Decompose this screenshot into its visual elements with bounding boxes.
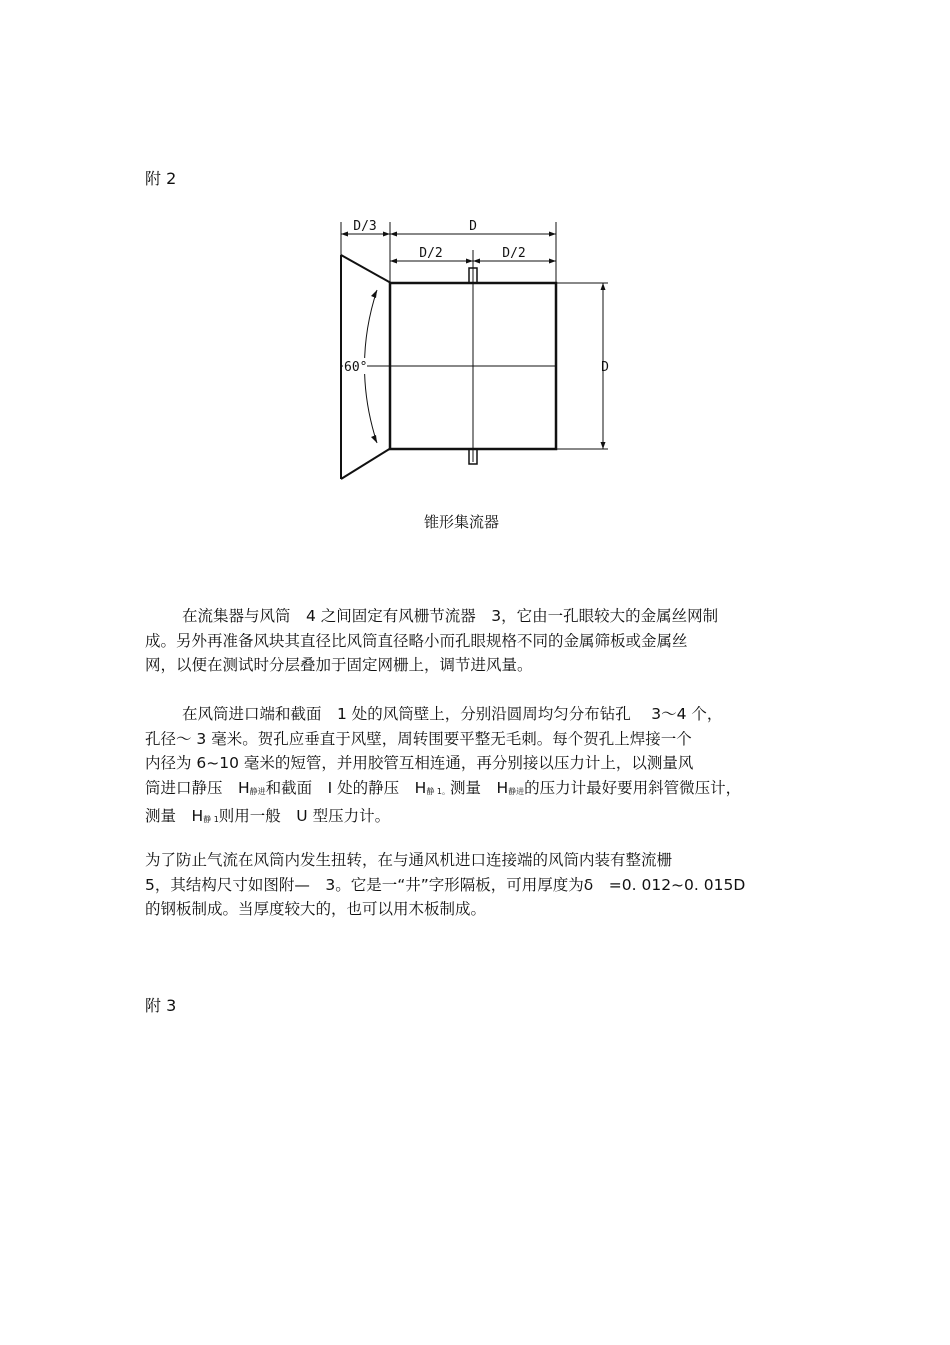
text-segment: 测量 H (145, 807, 204, 825)
arrowhead (473, 259, 480, 264)
paragraph-2-line: 孔径～ 3 毫米。贺孔应垂直于风壁，周转围要平整无毛刺。每个贺孔上焊接一个 (145, 729, 692, 748)
arrowhead (549, 232, 556, 237)
paragraph-2-line: 内径为 6~10 毫米的短管，并用胶管互相连通，再分别接以压力计上，以测量风 (145, 754, 694, 772)
text-segment: 筒进口静压 H (145, 778, 250, 797)
arrowhead (601, 442, 606, 449)
appendix-3-heading: 附 3 (145, 996, 177, 1015)
subscript: 静进 (508, 786, 525, 796)
paragraph-3-line: 5，其结构尺寸如图附— 3。它是一“井”字形隔板，可用厚度为δ =0. 012~0. 015D (145, 875, 746, 894)
paragraph-1-line: 网，以便在测试时分层叠加于固定网栅上，调节进风量。 (145, 656, 533, 674)
arrowhead (390, 232, 397, 237)
arrowhead (341, 232, 348, 237)
paragraph-3 (145, 848, 825, 922)
arrowhead (549, 259, 556, 264)
arrowhead (390, 259, 397, 264)
paragraph-2-line (145, 776, 825, 805)
conical-collector-diagram (330, 210, 630, 490)
subscript: 静 1。 (426, 786, 450, 796)
paragraph-1-line: 成。另外再准备风块其直径比风筒直径略小而孔眼规格不同的金属筛板或金属丝 (145, 631, 688, 650)
subscript: 静 1 (203, 815, 219, 824)
arrowhead (466, 259, 473, 264)
arrowhead (371, 290, 377, 298)
dim-label-half-right: D/2 (502, 246, 526, 261)
angle-label: 60° (344, 360, 368, 375)
paragraph-2-line: 在风筒进口端和截面 1 处的风筒壁上，分别沿圆周均匀分布钻孔 3～4 个， (182, 705, 723, 723)
arrowhead (383, 232, 390, 237)
text-segment: 测量 H (449, 778, 509, 797)
paragraph-2 (145, 702, 825, 833)
paragraph-3-line: 的钢板制成。当厚度较大的，也可以用木板制成。 (145, 900, 487, 918)
arrowhead (371, 435, 377, 443)
cone-bottom-edge (341, 448, 391, 479)
dim-label-side: D (601, 360, 609, 375)
text-segment: 的压力计最好要用斜管微压计， (524, 778, 742, 797)
cone-top-edge (341, 255, 391, 283)
dim-label-half-left: D/2 (419, 246, 443, 261)
dim-label-cone: D/3 (353, 219, 377, 234)
text-segment: 则用一般 U 型压力计。 (218, 807, 391, 825)
arrowhead (601, 283, 606, 290)
subscript: 静进 (249, 786, 266, 796)
appendix-2-heading: 附 2 (145, 169, 177, 188)
text-segment: 和截面 I 处的静压 H (265, 778, 427, 797)
dim-label-top: D (469, 219, 477, 234)
paragraph-3-line: 为了防止气流在风筒内发生扭转，在与通风机进口连接端的风筒内装有整流栅 (145, 851, 673, 869)
paragraph-1-line: 在流集器与风筒 4 之间固定有风栅节流器 3，它由一孔眼较大的金属丝网制 (182, 607, 719, 625)
paragraph-2-line (145, 804, 825, 833)
paragraph-1 (145, 604, 825, 678)
figure-caption: 锥形集流器 (424, 513, 500, 531)
